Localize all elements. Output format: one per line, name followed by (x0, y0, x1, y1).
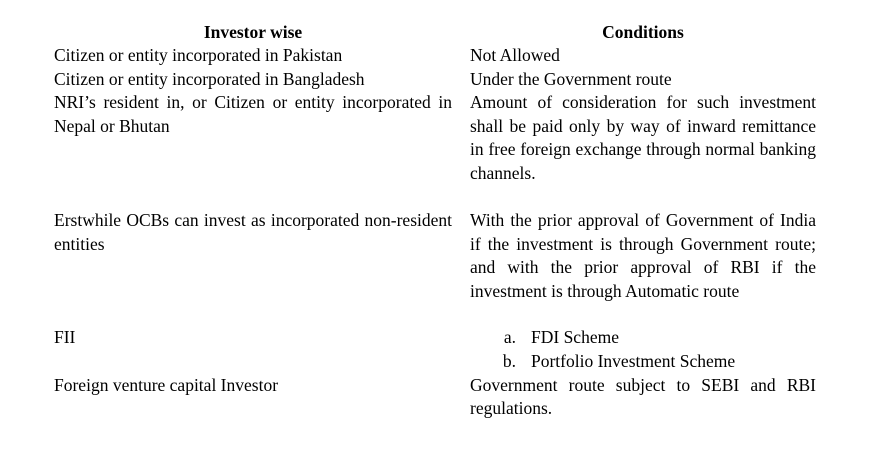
condition-text: Government route subject to SEBI and RBI regulations. (470, 374, 816, 418)
condition-cell-fii (470, 326, 816, 373)
investor-cell-ocbs (54, 209, 452, 256)
condition-cell-pakistan (470, 44, 816, 68)
condition-text: Amount of consideration for such investment shall be paid only by way of inward remittance in free foreign exchange through normal banking channels. (470, 92, 816, 183)
condition-cell-nepal-bhutan (470, 91, 816, 185)
list-item (470, 350, 816, 374)
investor-text: FII (54, 327, 76, 347)
investor-cell-bangladesh (54, 68, 452, 92)
header-investor-wise: Investor wise (203, 22, 303, 42)
header-conditions: Conditions (602, 22, 684, 42)
investor-cell-pakistan (54, 44, 452, 68)
condition-text: Under the Government route (470, 68, 672, 89)
list-marker: a. (503, 327, 516, 347)
list-item-text: Portfolio Investment Scheme (531, 350, 736, 371)
investor-text: Erstwhile OCBs can invest as incorporated non-resident entities (54, 210, 452, 254)
condition-cell-venture-capital (470, 374, 816, 421)
condition-cell-ocbs (470, 209, 816, 303)
investor-text: Foreign venture capital Investor (54, 374, 279, 395)
condition-text: With the prior approval of Government of India if the investment is through Government route; and with the prior approval of RBI if the investment is through Automatic route (470, 210, 816, 301)
investor-text: Citizen or entity incorporated in Pakistan (54, 45, 343, 65)
list-item (470, 326, 816, 350)
investor-text: NRI’s resident in, or Citizen or entity incorporated in Nepal or Bhutan (54, 92, 452, 136)
investor-text: Citizen or entity incorporated in Bangladesh (54, 68, 365, 89)
condition-text: Not Allowed (470, 45, 560, 65)
investor-cell-venture-capital (54, 374, 452, 398)
list-item-text: FDI Scheme (531, 327, 619, 347)
investor-cell-fii (54, 326, 452, 350)
condition-cell-bangladesh (470, 68, 816, 92)
investor-cell-nepal-bhutan (54, 91, 452, 138)
list-marker: b. (502, 350, 516, 371)
